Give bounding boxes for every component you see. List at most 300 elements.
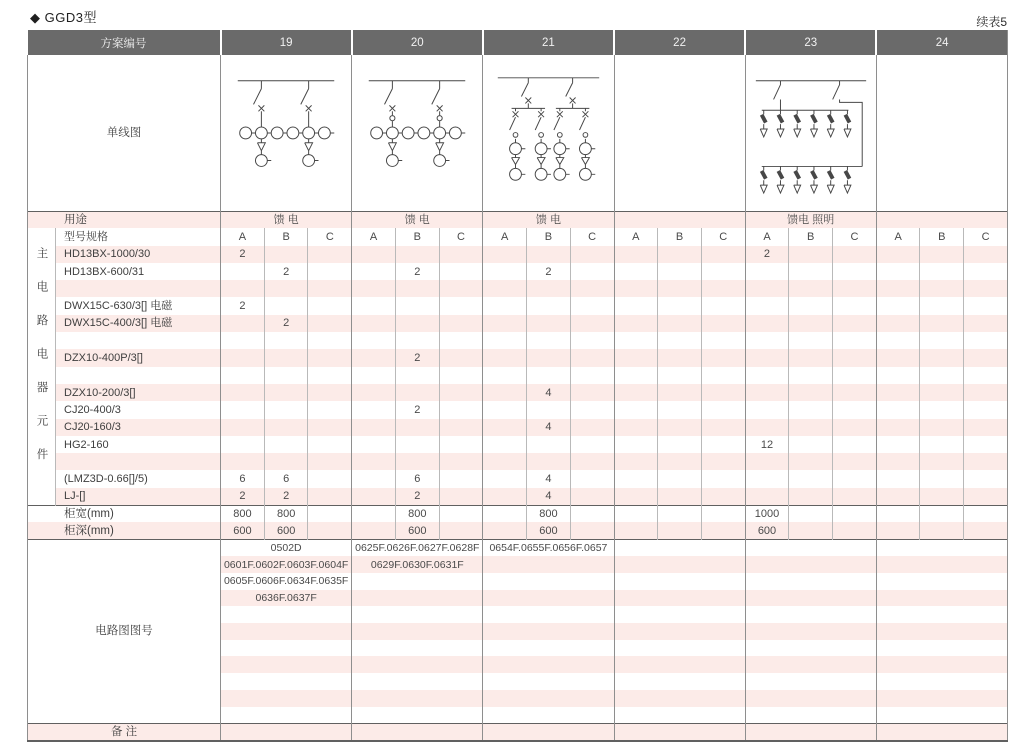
quantity-cell [964, 367, 1008, 384]
circuit-number-cell [876, 656, 1007, 673]
phase-header-cell: B [658, 228, 702, 245]
usage-cell-19: 馈 电 [221, 211, 352, 228]
circuit-number-cell [483, 656, 614, 673]
dimension-cell [614, 505, 658, 522]
circuit-number-cell [614, 606, 745, 623]
component-name: HD13BX-600/31 [56, 263, 221, 280]
spec-table [27, 30, 1008, 742]
quantity-cell [570, 419, 614, 436]
circuit-number-cell [876, 707, 1007, 724]
component-name: DWX15C-400/3[] 电磁 [56, 315, 221, 332]
quantity-cell: 2 [395, 401, 439, 418]
quantity-cell [876, 419, 920, 436]
quantity-cell [527, 332, 571, 349]
dimension-cell [876, 505, 920, 522]
dimension-cell: 800 [395, 505, 439, 522]
quantity-cell [920, 401, 964, 418]
quantity-cell [308, 419, 352, 436]
quantity-cell [833, 349, 877, 366]
dimension-cell [964, 522, 1008, 539]
phase-header-cell: B [264, 228, 308, 245]
quantity-cell [701, 384, 745, 401]
dimension-cell [789, 522, 833, 539]
quantity-cell [352, 488, 396, 505]
component-name [56, 332, 221, 349]
quantity-cell [833, 367, 877, 384]
page-title: ◆ GGD3型 [30, 10, 97, 25]
circuit-number-cell [614, 656, 745, 673]
header-scheme-19: 19 [221, 30, 352, 55]
circuit-number-cell: 0654F.0655F.0656F.0657 [483, 540, 614, 557]
circuit-number-cell [745, 540, 876, 557]
circuit-number-cell [876, 623, 1007, 640]
component-row [28, 246, 1008, 263]
quantity-cell [395, 315, 439, 332]
quantity-cell [789, 263, 833, 280]
diagram-row [28, 55, 1008, 211]
component-name [56, 367, 221, 384]
phase-header-cell: B [527, 228, 571, 245]
quantity-cell [658, 488, 702, 505]
phase-header-cell: C [570, 228, 614, 245]
quantity-cell [483, 349, 527, 366]
dimension-cell [483, 505, 527, 522]
quantity-cell [789, 453, 833, 470]
circuit-number-cell [483, 690, 614, 707]
quantity-cell [789, 315, 833, 332]
dimension-cell: 1000 [745, 505, 789, 522]
circuit-number-cell [352, 690, 483, 707]
quantity-cell [964, 470, 1008, 487]
continuation-label: 续表5 [976, 15, 1007, 29]
quantity-cell [789, 419, 833, 436]
circuit-number-cell [483, 573, 614, 590]
quantity-cell [439, 280, 483, 297]
circuit-number-cell [614, 623, 745, 640]
quantity-cell [352, 315, 396, 332]
quantity-cell [920, 470, 964, 487]
circuit-number-cell [745, 623, 876, 640]
quantity-cell [745, 488, 789, 505]
quantity-cell [745, 297, 789, 314]
component-name: DWX15C-630/3[] 电磁 [56, 297, 221, 314]
single-line-diagram-19 [222, 55, 350, 205]
quantity-cell [876, 315, 920, 332]
quantity-cell [964, 315, 1008, 332]
quantity-cell [221, 401, 265, 418]
quantity-cell [964, 384, 1008, 401]
quantity-cell [483, 280, 527, 297]
quantity-cell [483, 297, 527, 314]
circuit-number-cell [352, 606, 483, 623]
quantity-cell: 2 [395, 263, 439, 280]
quantity-cell [920, 297, 964, 314]
quantity-cell [920, 367, 964, 384]
circuit-number-cell [221, 640, 352, 657]
quantity-cell [701, 280, 745, 297]
quantity-cell [395, 297, 439, 314]
usage-row [28, 211, 1008, 228]
component-name [56, 280, 221, 297]
component-row [28, 349, 1008, 366]
single-line-diagram-21 [484, 55, 612, 205]
quantity-cell [570, 453, 614, 470]
quantity-cell [745, 280, 789, 297]
quantity-cell [221, 384, 265, 401]
phase-header-cell: A [876, 228, 920, 245]
quantity-cell [701, 349, 745, 366]
quantity-cell [789, 470, 833, 487]
quantity-cell [876, 263, 920, 280]
quantity-cell [745, 401, 789, 418]
circuit-number-cell: 0502D [221, 540, 352, 557]
dimension-cell [833, 522, 877, 539]
quantity-cell [308, 349, 352, 366]
quantity-cell [439, 297, 483, 314]
quantity-cell [658, 332, 702, 349]
quantity-cell [701, 470, 745, 487]
quantity-cell [658, 401, 702, 418]
quantity-cell [833, 401, 877, 418]
phase-header-cell: B [395, 228, 439, 245]
circuit-number-cell [745, 573, 876, 590]
quantity-cell [439, 419, 483, 436]
quantity-cell [745, 263, 789, 280]
quantity-cell [221, 453, 265, 470]
quantity-cell [352, 297, 396, 314]
dimension-cell: 600 [395, 522, 439, 539]
quantity-cell [483, 384, 527, 401]
header-scheme-24: 24 [876, 30, 1007, 55]
circuit-number-cell [483, 556, 614, 573]
circuit-number-cell: 0636F.0637F [221, 590, 352, 607]
quantity-cell [964, 297, 1008, 314]
diagram-cell-20 [352, 55, 483, 211]
quantity-cell: 12 [745, 436, 789, 453]
quantity-cell [876, 246, 920, 263]
component-name: DZX10-200/3[] [56, 384, 221, 401]
component-name: HG2-160 [56, 436, 221, 453]
dimension-label: 柜深(mm) [28, 522, 221, 539]
quantity-cell [876, 488, 920, 505]
quantity-cell [745, 315, 789, 332]
circuit-number-cell [745, 673, 876, 690]
circuit-number-cell [876, 573, 1007, 590]
quantity-cell [745, 384, 789, 401]
quantity-cell [527, 401, 571, 418]
quantity-cell [745, 470, 789, 487]
usage-cell-22 [614, 211, 745, 228]
quantity-cell [264, 436, 308, 453]
quantity-cell [833, 436, 877, 453]
circuit-number-cell [352, 590, 483, 607]
circuit-number-cell [352, 573, 483, 590]
quantity-cell [264, 297, 308, 314]
quantity-cell [833, 419, 877, 436]
circuit-number-cell [221, 623, 352, 640]
dimension-cell [614, 522, 658, 539]
quantity-cell [658, 470, 702, 487]
quantity-cell [308, 436, 352, 453]
quantity-cell [658, 436, 702, 453]
component-row [28, 488, 1008, 505]
quantity-cell: 4 [527, 419, 571, 436]
circuit-number-cell [221, 606, 352, 623]
circuit-number-cell [614, 540, 745, 557]
circuit-number-cell [614, 573, 745, 590]
quantity-cell [789, 436, 833, 453]
quantity-cell [264, 349, 308, 366]
quantity-cell: 2 [395, 349, 439, 366]
dimension-cell [483, 522, 527, 539]
quantity-cell [614, 419, 658, 436]
quantity-cell [614, 401, 658, 418]
phase-header-cell: C [439, 228, 483, 245]
quantity-cell [439, 401, 483, 418]
quantity-cell: 2 [264, 315, 308, 332]
quantity-cell [483, 453, 527, 470]
quantity-cell: 4 [527, 470, 571, 487]
quantity-cell [395, 367, 439, 384]
quantity-cell: 4 [527, 488, 571, 505]
dimension-cell: 600 [527, 522, 571, 539]
quantity-cell [833, 246, 877, 263]
circuit-number-cell: 0629F.0630F.0631F [352, 556, 483, 573]
quantity-cell: 2 [221, 488, 265, 505]
quantity-cell [876, 401, 920, 418]
circuit-number-cell [745, 640, 876, 657]
quantity-cell [789, 246, 833, 263]
quantity-cell [264, 332, 308, 349]
quantity-cell [527, 280, 571, 297]
quantity-cell [352, 419, 396, 436]
quantity-cell [658, 263, 702, 280]
component-row [28, 384, 1008, 401]
quantity-cell [308, 315, 352, 332]
phase-header-cell: B [920, 228, 964, 245]
quantity-cell [570, 297, 614, 314]
quantity-cell [789, 332, 833, 349]
quantity-cell [570, 470, 614, 487]
circuit-number-cell [876, 673, 1007, 690]
dimension-cell: 800 [527, 505, 571, 522]
quantity-cell [876, 332, 920, 349]
component-name [56, 453, 221, 470]
quantity-cell [789, 401, 833, 418]
component-row [28, 470, 1008, 487]
quantity-cell [920, 436, 964, 453]
dimension-cell [789, 505, 833, 522]
quantity-cell [308, 453, 352, 470]
remark-cell [352, 723, 483, 741]
quantity-cell [221, 280, 265, 297]
quantity-cell [570, 401, 614, 418]
quantity-cell: 2 [264, 488, 308, 505]
circuit-number-cell [483, 623, 614, 640]
quantity-cell [701, 488, 745, 505]
quantity-cell [833, 453, 877, 470]
component-row [28, 436, 1008, 453]
quantity-cell [745, 453, 789, 470]
remark-cell [221, 723, 352, 741]
quantity-cell [614, 332, 658, 349]
circuit-number-cell [352, 673, 483, 690]
quantity-cell [352, 470, 396, 487]
remark-row [28, 723, 1008, 741]
quantity-cell [920, 419, 964, 436]
quantity-cell [483, 367, 527, 384]
spec-header-row [28, 228, 1008, 245]
quantity-cell [395, 280, 439, 297]
quantity-cell [264, 384, 308, 401]
dimension-cell: 600 [264, 522, 308, 539]
quantity-cell [745, 419, 789, 436]
quantity-cell [352, 436, 396, 453]
phase-header-cell: C [833, 228, 877, 245]
quantity-cell [658, 349, 702, 366]
circuit-number-cell [614, 640, 745, 657]
quantity-cell [658, 384, 702, 401]
quantity-cell: 6 [221, 470, 265, 487]
quantity-cell [964, 263, 1008, 280]
quantity-cell [614, 384, 658, 401]
quantity-cell [395, 436, 439, 453]
quantity-cell [527, 297, 571, 314]
quantity-cell [876, 470, 920, 487]
circuit-number-cell [221, 673, 352, 690]
circuit-section-label: 电路图图号 [28, 540, 221, 724]
diagram-cell-23 [745, 55, 876, 211]
diagram-cell-19 [221, 55, 352, 211]
quantity-cell [308, 384, 352, 401]
dimension-cell [308, 522, 352, 539]
quantity-cell [789, 349, 833, 366]
circuit-number-cell [614, 590, 745, 607]
quantity-cell [614, 349, 658, 366]
quantity-cell [395, 453, 439, 470]
quantity-cell [745, 367, 789, 384]
quantity-cell [439, 384, 483, 401]
quantity-cell [483, 488, 527, 505]
circuit-number-cell [221, 707, 352, 724]
usage-cell-23: 馈电 照明 [745, 211, 876, 228]
header-scheme-21: 21 [483, 30, 614, 55]
quantity-cell [964, 401, 1008, 418]
quantity-cell [658, 367, 702, 384]
quantity-cell [527, 367, 571, 384]
component-row [28, 419, 1008, 436]
quantity-cell [395, 419, 439, 436]
component-name: CJ20-400/3 [56, 401, 221, 418]
phase-header-cell: A [352, 228, 396, 245]
quantity-cell [964, 246, 1008, 263]
dimension-label: 柜宽(mm) [28, 505, 221, 522]
component-name: DZX10-400P/3[] [56, 349, 221, 366]
quantity-cell [483, 315, 527, 332]
quantity-cell [439, 470, 483, 487]
quantity-cell [570, 349, 614, 366]
quantity-cell [439, 453, 483, 470]
quantity-cell [964, 280, 1008, 297]
dimension-row [28, 505, 1008, 522]
circuit-number-cell [745, 707, 876, 724]
circuit-number-cell [876, 540, 1007, 557]
quantity-cell [701, 436, 745, 453]
dimension-cell [352, 522, 396, 539]
diagram-cell-21 [483, 55, 614, 211]
quantity-cell [570, 384, 614, 401]
quantity-cell [876, 367, 920, 384]
quantity-cell [308, 367, 352, 384]
quantity-cell: 2 [527, 263, 571, 280]
circuit-number-cell [352, 656, 483, 673]
quantity-cell: 2 [264, 263, 308, 280]
quantity-cell: 6 [264, 470, 308, 487]
dimension-cell [570, 522, 614, 539]
quantity-cell [920, 246, 964, 263]
remark-cell [483, 723, 614, 741]
quantity-cell [570, 488, 614, 505]
quantity-cell [439, 315, 483, 332]
quantity-cell [264, 246, 308, 263]
phase-header-cell: A [483, 228, 527, 245]
quantity-cell [614, 246, 658, 263]
quantity-cell [658, 246, 702, 263]
dimension-cell [308, 505, 352, 522]
quantity-cell [308, 297, 352, 314]
quantity-cell [264, 453, 308, 470]
quantity-cell [527, 246, 571, 263]
quantity-cell [308, 263, 352, 280]
usage-cell-24 [876, 211, 1007, 228]
quantity-cell [308, 401, 352, 418]
component-row [28, 367, 1008, 384]
quantity-cell [570, 332, 614, 349]
quantity-cell [658, 297, 702, 314]
quantity-cell [833, 280, 877, 297]
circuit-number-cell [745, 606, 876, 623]
quantity-cell [833, 332, 877, 349]
quantity-cell [221, 419, 265, 436]
quantity-cell [833, 488, 877, 505]
circuit-number-cell: 0601F.0602F.0603F.0604F [221, 556, 352, 573]
quantity-cell [570, 263, 614, 280]
quantity-cell [439, 349, 483, 366]
quantity-cell [876, 297, 920, 314]
quantity-cell [264, 280, 308, 297]
circuit-number-cell [745, 690, 876, 707]
quantity-cell [920, 453, 964, 470]
quantity-cell [964, 419, 1008, 436]
circuit-number-cell: 0605F.0606F.0634F.0635F [221, 573, 352, 590]
quantity-cell [701, 453, 745, 470]
quantity-cell: 6 [395, 470, 439, 487]
circuit-number-cell [876, 556, 1007, 573]
quantity-cell [308, 470, 352, 487]
quantity-cell: 2 [221, 297, 265, 314]
single-line-diagram-20 [353, 55, 481, 205]
quantity-cell [352, 332, 396, 349]
component-row [28, 332, 1008, 349]
quantity-cell [614, 280, 658, 297]
quantity-cell [876, 436, 920, 453]
dimension-row [28, 522, 1008, 539]
dimension-cell [570, 505, 614, 522]
dimension-cell [658, 522, 702, 539]
quantity-cell [308, 332, 352, 349]
quantity-cell [570, 436, 614, 453]
quantity-cell [614, 470, 658, 487]
